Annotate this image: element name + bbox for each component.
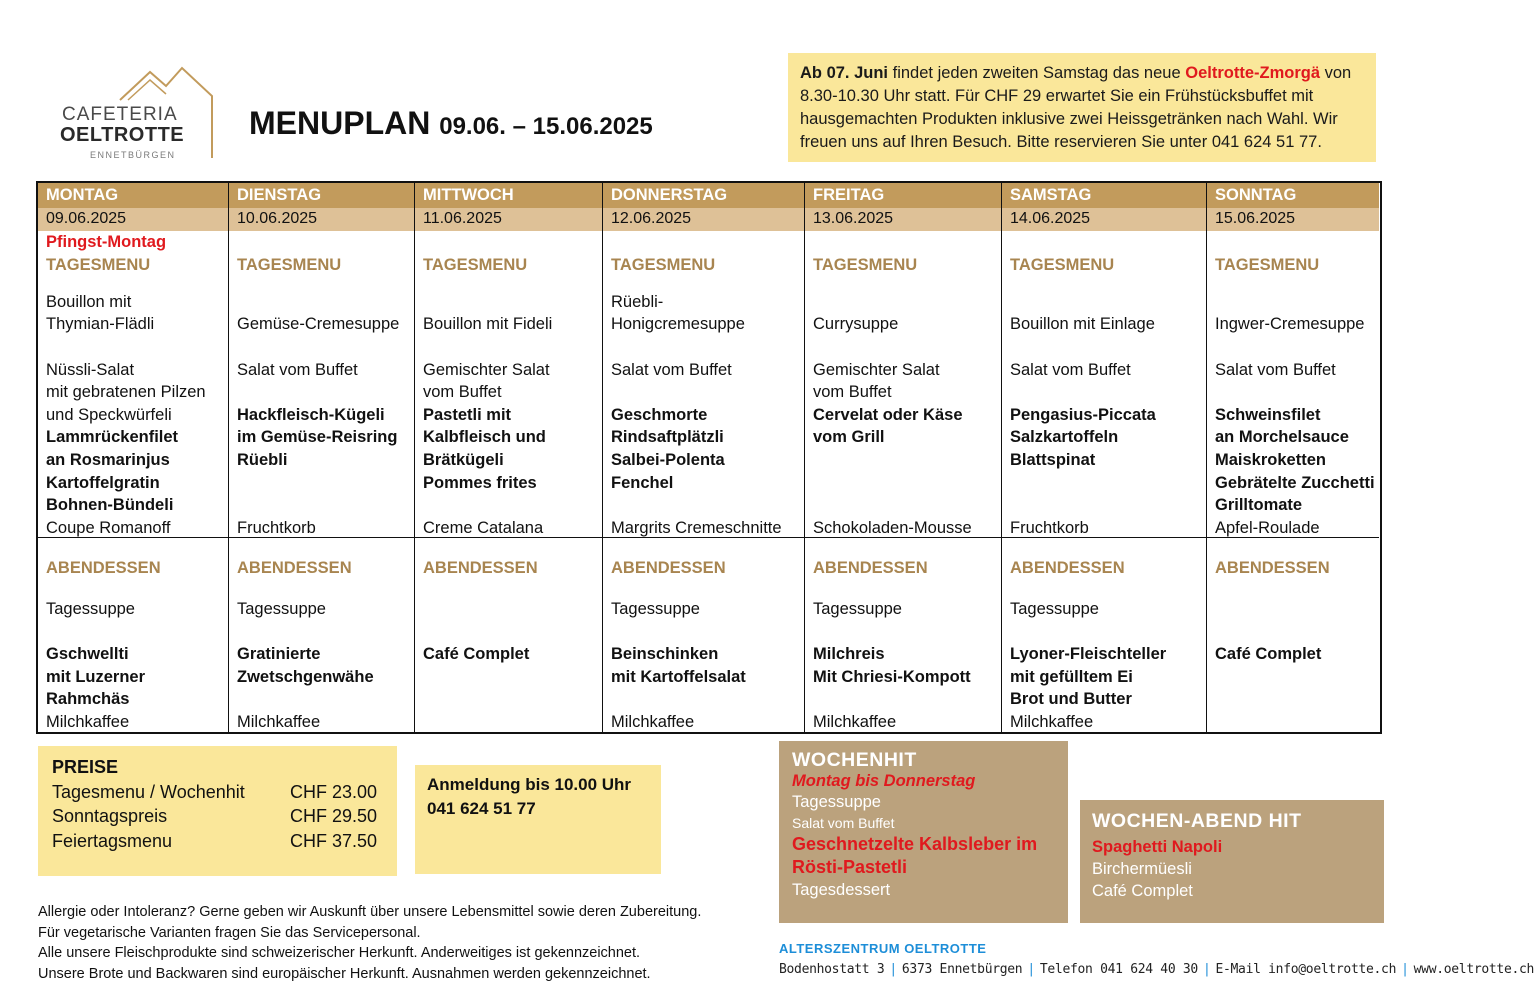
dinner-cell [229,537,414,732]
announcement-text-2: von 8.30-10.30 Uhr statt. Für CHF 29 erwartet Sie ein Frühstücksbuffet mit hausgemachten Produkten inklusive zwei Heissgetränken nach Wahl. Wir freuen uns auf Ihren Besuch. Bitte reservieren Sie unter 041 624 51 77. [800,64,1352,151]
day-date: 14.06.2025 [1002,208,1206,231]
lunch-item: Bouillon mit Einlage [1010,315,1155,334]
price-label: Tagesmenu / Wochenhit [52,781,245,802]
dinner-item: Zwetschgenwähe [237,667,374,686]
dinner-cell [1002,537,1206,732]
day-column-montag [38,183,229,732]
day-name: DONNERSTAG [603,183,804,208]
lunch-item: Kalbfleisch und [423,428,546,447]
lunch-item: Maiskroketten [1215,451,1326,470]
lunch-item: Schweinsfilet [1215,405,1321,424]
lunch-item: Bouillon mit [46,292,132,311]
lunch-cell [1002,231,1206,537]
day-column-donnerstag [603,183,805,732]
lunch-label: TAGESMENU [1215,255,1320,274]
lunch-item: Fenchel [611,473,674,492]
lunch-item: Gemischter Salat [813,360,940,379]
lunch-item: Pommes frites [423,473,537,492]
notes [38,902,701,984]
price-value: CHF 37.50 [290,830,378,851]
lunch-cell [1207,231,1379,537]
lunch-item: Salbei-Polenta [611,451,725,470]
lunch-item: vom Buffet [423,383,502,402]
dinner-label: ABENDESSEN [423,559,538,577]
dinner-item: Tagessuppe [813,600,902,618]
lunch-item: an Morchelsauce [1215,428,1349,447]
lunch-item: Coupe Romanoff [46,518,171,537]
lunch-item: Salat vom Buffet [611,360,732,379]
logo-oeltrotte: OELTROTTE [60,124,185,146]
abendhit-title: WOCHEN-ABEND HIT [1092,810,1302,832]
prices-box [38,746,397,876]
note-line: Allergie oder Intoleranz? Gerne geben wir Auskunft über unsere Lebensmittel sowie deren Zubereitung. [38,904,702,920]
abendhit-item: Birchermüesli [1092,860,1192,878]
price-row [52,780,383,805]
lunch-item: Schokoladen-Mousse [813,518,972,537]
lunch-item: und Speckwürfeli [46,405,172,424]
dinner-cell [805,537,1001,732]
dinner-item: Milchkaffee [237,713,321,731]
dinner-item: Café Complet [423,645,530,664]
day-column-sonntag [1207,183,1379,732]
wochenhit-subtitle: Montag bis Donnerstag [792,772,976,790]
lunch-item: Apfel-Roulade [1215,518,1320,537]
title-main: MENUPLAN [249,105,431,141]
lunch-label: TAGESMENU [46,255,151,274]
lunch-item: Ingwer-Cremesuppe [1215,315,1365,334]
dinner-item: Tagessuppe [46,600,135,618]
day-date: 13.06.2025 [805,208,1001,231]
lunch-item: Fruchtkorb [1010,518,1089,537]
lunch-item: Honigcremesuppe [611,315,745,334]
dinner-item: Gschwellti [46,645,129,664]
lunch-item: Creme Catalana [423,518,544,537]
dinner-item: Rahmchäs [46,690,130,709]
note-line: Für vegetarische Varianten fragen Sie das Servicepersonal. [38,924,421,941]
lunch-item: Currysuppe [813,315,899,334]
lunch-cell [229,231,414,537]
note-line: Alle unsere Fleischprodukte sind schweizerischer Herkunft. Anderweitiges ist gekennzeichnet. [38,945,641,961]
announcement-highlight: Oeltrotte-Zmorgä [1185,64,1320,82]
dinner-item: mit gefülltem Ei [1010,667,1133,686]
lunch-item: Rüebli- [611,292,664,311]
lunch-item: Rüebli [237,451,288,470]
dinner-label: ABENDESSEN [46,559,161,577]
abendhit-item: Café Complet [1092,882,1193,900]
price-row [52,829,383,854]
lunch-item: Salat vom Buffet [237,360,358,379]
lunch-item: Geschmorte [611,405,708,424]
lunch-item: Salat vom Buffet [1215,360,1336,379]
dinner-label: ABENDESSEN [1215,559,1330,577]
price-row [52,804,383,829]
lunch-item: Thymian-Flädli [46,315,155,334]
lunch-item: Bohnen-Bündeli [46,496,174,515]
day-column-dienstag [229,183,415,732]
dinner-item: Lyoner-Fleischteller [1010,645,1167,664]
title-date-range: 09.06. – 15.06.2025 [439,113,653,140]
footer-address: Bodenhostatt 3 | 6373 Ennetbürgen | Telefon 041 624 40 30 | E-Mail info@oeltrotte.ch | www.oeltrotte.ch [779,962,1534,977]
wochenhit-main-2: Rösti-Pastetli [792,857,908,877]
wochenhit-main-1: Geschnetzelte Kalbsleber im [792,834,1038,854]
lunch-item: Pastetli mit [423,405,512,424]
lunch-item: Hackfleisch-Kügeli [237,405,385,424]
lunch-item: Kartoffelgratin [46,473,160,492]
dinner-item: Milchkaffee [813,713,897,731]
wochenhit-salad: Salat vom Buffet [792,815,895,831]
lunch-label: TAGESMENU [813,255,918,274]
price-value: CHF 23.00 [290,781,378,802]
page-title [249,105,653,142]
logo-ennetbuergen: ENNETBÜRGEN [90,150,176,160]
lunch-item: Bouillon mit Fideli [423,315,553,334]
dinner-cell [1207,537,1379,732]
dinner-cell [603,537,804,732]
footer-city: 6373 Ennetbürgen [901,962,1023,977]
price-value: CHF 29.50 [290,806,378,826]
lunch-item: Nüssli-Salat [46,360,135,379]
lunch-item: Grilltomate [1215,496,1303,515]
lunch-item: Margrits Cremeschnitte [611,518,782,537]
lunch-label: TAGESMENU [1010,255,1115,274]
dinner-item: Tagessuppe [237,600,326,618]
dinner-item: Milchkaffee [46,713,130,731]
dinner-item: mit Luzerner [46,667,146,686]
announcement-box [788,53,1376,162]
lunch-item: Gemischter Salat [423,360,550,379]
lunch-item: im Gemüse-Reisring [237,428,398,447]
abendhit-box [1080,800,1384,923]
lunch-item: Pengasius-Piccata [1010,405,1156,424]
registration-phone: 041 624 51 77 [427,799,536,818]
footer-email[interactable]: E-Mail info@oeltrotte.ch [1215,962,1397,977]
dinner-item: Gratinierte [237,645,321,664]
wochenhit-box [779,741,1068,923]
announcement-date: Ab 07. Juni [800,64,889,82]
logo-cafeteria: CAFETERIA [62,104,178,125]
day-name: SONNTAG [1207,183,1379,208]
day-date: 11.06.2025 [415,208,602,231]
footer-phone: Telefon 041 624 40 30 [1039,962,1198,977]
day-name: DIENSTAG [229,183,414,208]
day-column-mittwoch [415,183,603,732]
day-date: 15.06.2025 [1207,208,1379,231]
day-name: FREITAG [805,183,1001,208]
footer-organization: ALTERSZENTRUM OELTROTTE [779,941,987,956]
day-column-samstag [1002,183,1207,732]
lunch-item: Blattspinat [1010,451,1096,470]
footer-website[interactable]: www.oeltrotte.ch [1413,962,1534,977]
logo [60,62,220,162]
dinner-cell [38,537,228,732]
dinner-label: ABENDESSEN [611,559,726,577]
dinner-item: Mit Chriesi-Kompott [813,667,971,686]
lunch-item: Cervelat oder Käse [813,405,963,424]
abendhit-main: Spaghetti Napoli [1092,838,1223,856]
lunch-label: TAGESMENU [611,255,716,274]
lunch-item: Salzkartoffeln [1010,428,1119,447]
dinner-item: Brot und Butter [1010,690,1132,709]
dinner-label: ABENDESSEN [813,559,928,577]
note-line: Unsere Brote und Backwaren sind europäischer Herkunft. Ausnahmen werden gekennzeichnet. [38,965,651,982]
dinner-label: ABENDESSEN [1010,559,1125,577]
lunch-item: vom Buffet [813,383,892,402]
lunch-label: TAGESMENU [423,255,528,274]
holiday-label: Pfingst-Montag [46,233,167,251]
price-label: Sonntagspreis [52,806,168,826]
wochenhit-dessert: Tagesdessert [792,881,891,899]
day-date: 12.06.2025 [603,208,804,231]
dinner-cell [415,537,602,732]
lunch-cell [415,231,602,537]
dinner-item: Beinschinken [611,645,719,664]
lunch-item: Rindsaftplätzli [611,428,724,447]
day-name: MONTAG [38,183,228,208]
lunch-item: Brätkügeli [423,451,504,470]
announcement-text-1: findet jeden zweiten Samstag das neue [888,64,1186,82]
dinner-label: ABENDESSEN [237,559,352,577]
lunch-cell [805,231,1001,537]
day-name: SAMSTAG [1002,183,1206,208]
lunch-item: mit gebratenen Pilzen [46,383,206,402]
dinner-item: Café Complet [1215,645,1322,664]
lunch-cell [603,231,804,537]
prices-title: PREISE [52,757,119,777]
dinner-item: Milchkaffee [1010,713,1094,731]
day-date: 09.06.2025 [38,208,228,231]
lunch-label: TAGESMENU [237,255,342,274]
wochenhit-title: WOCHENHIT [792,749,917,771]
footer-street: Bodenhostatt 3 [779,962,885,977]
registration-deadline: Anmeldung bis 10.00 Uhr [427,775,632,794]
day-name: MITTWOCH [415,183,602,208]
lunch-cell [38,231,228,537]
menu-table [36,181,1382,734]
lunch-item: vom Grill [813,428,885,447]
lunch-item: Gebrätelte Zucchetti [1215,473,1375,492]
price-label: Feiertagsmenu [52,830,173,851]
dinner-item: Milchreis [813,645,885,664]
lunch-item: Fruchtkorb [237,518,316,537]
lunch-item: an Rosmarinjus [46,451,170,470]
dinner-item: Milchkaffee [611,713,695,731]
lunch-item: Lammrückenfilet [46,428,179,447]
dinner-item: mit Kartoffelsalat [611,667,746,686]
day-date: 10.06.2025 [229,208,414,231]
day-column-freitag [805,183,1002,732]
dinner-item: Tagessuppe [611,600,700,618]
wochenhit-soup: Tagessuppe [792,793,881,811]
registration-box [415,765,661,874]
lunch-item: Gemüse-Cremesuppe [237,315,400,334]
dinner-item: Tagessuppe [1010,600,1099,618]
lunch-item: Salat vom Buffet [1010,360,1131,379]
